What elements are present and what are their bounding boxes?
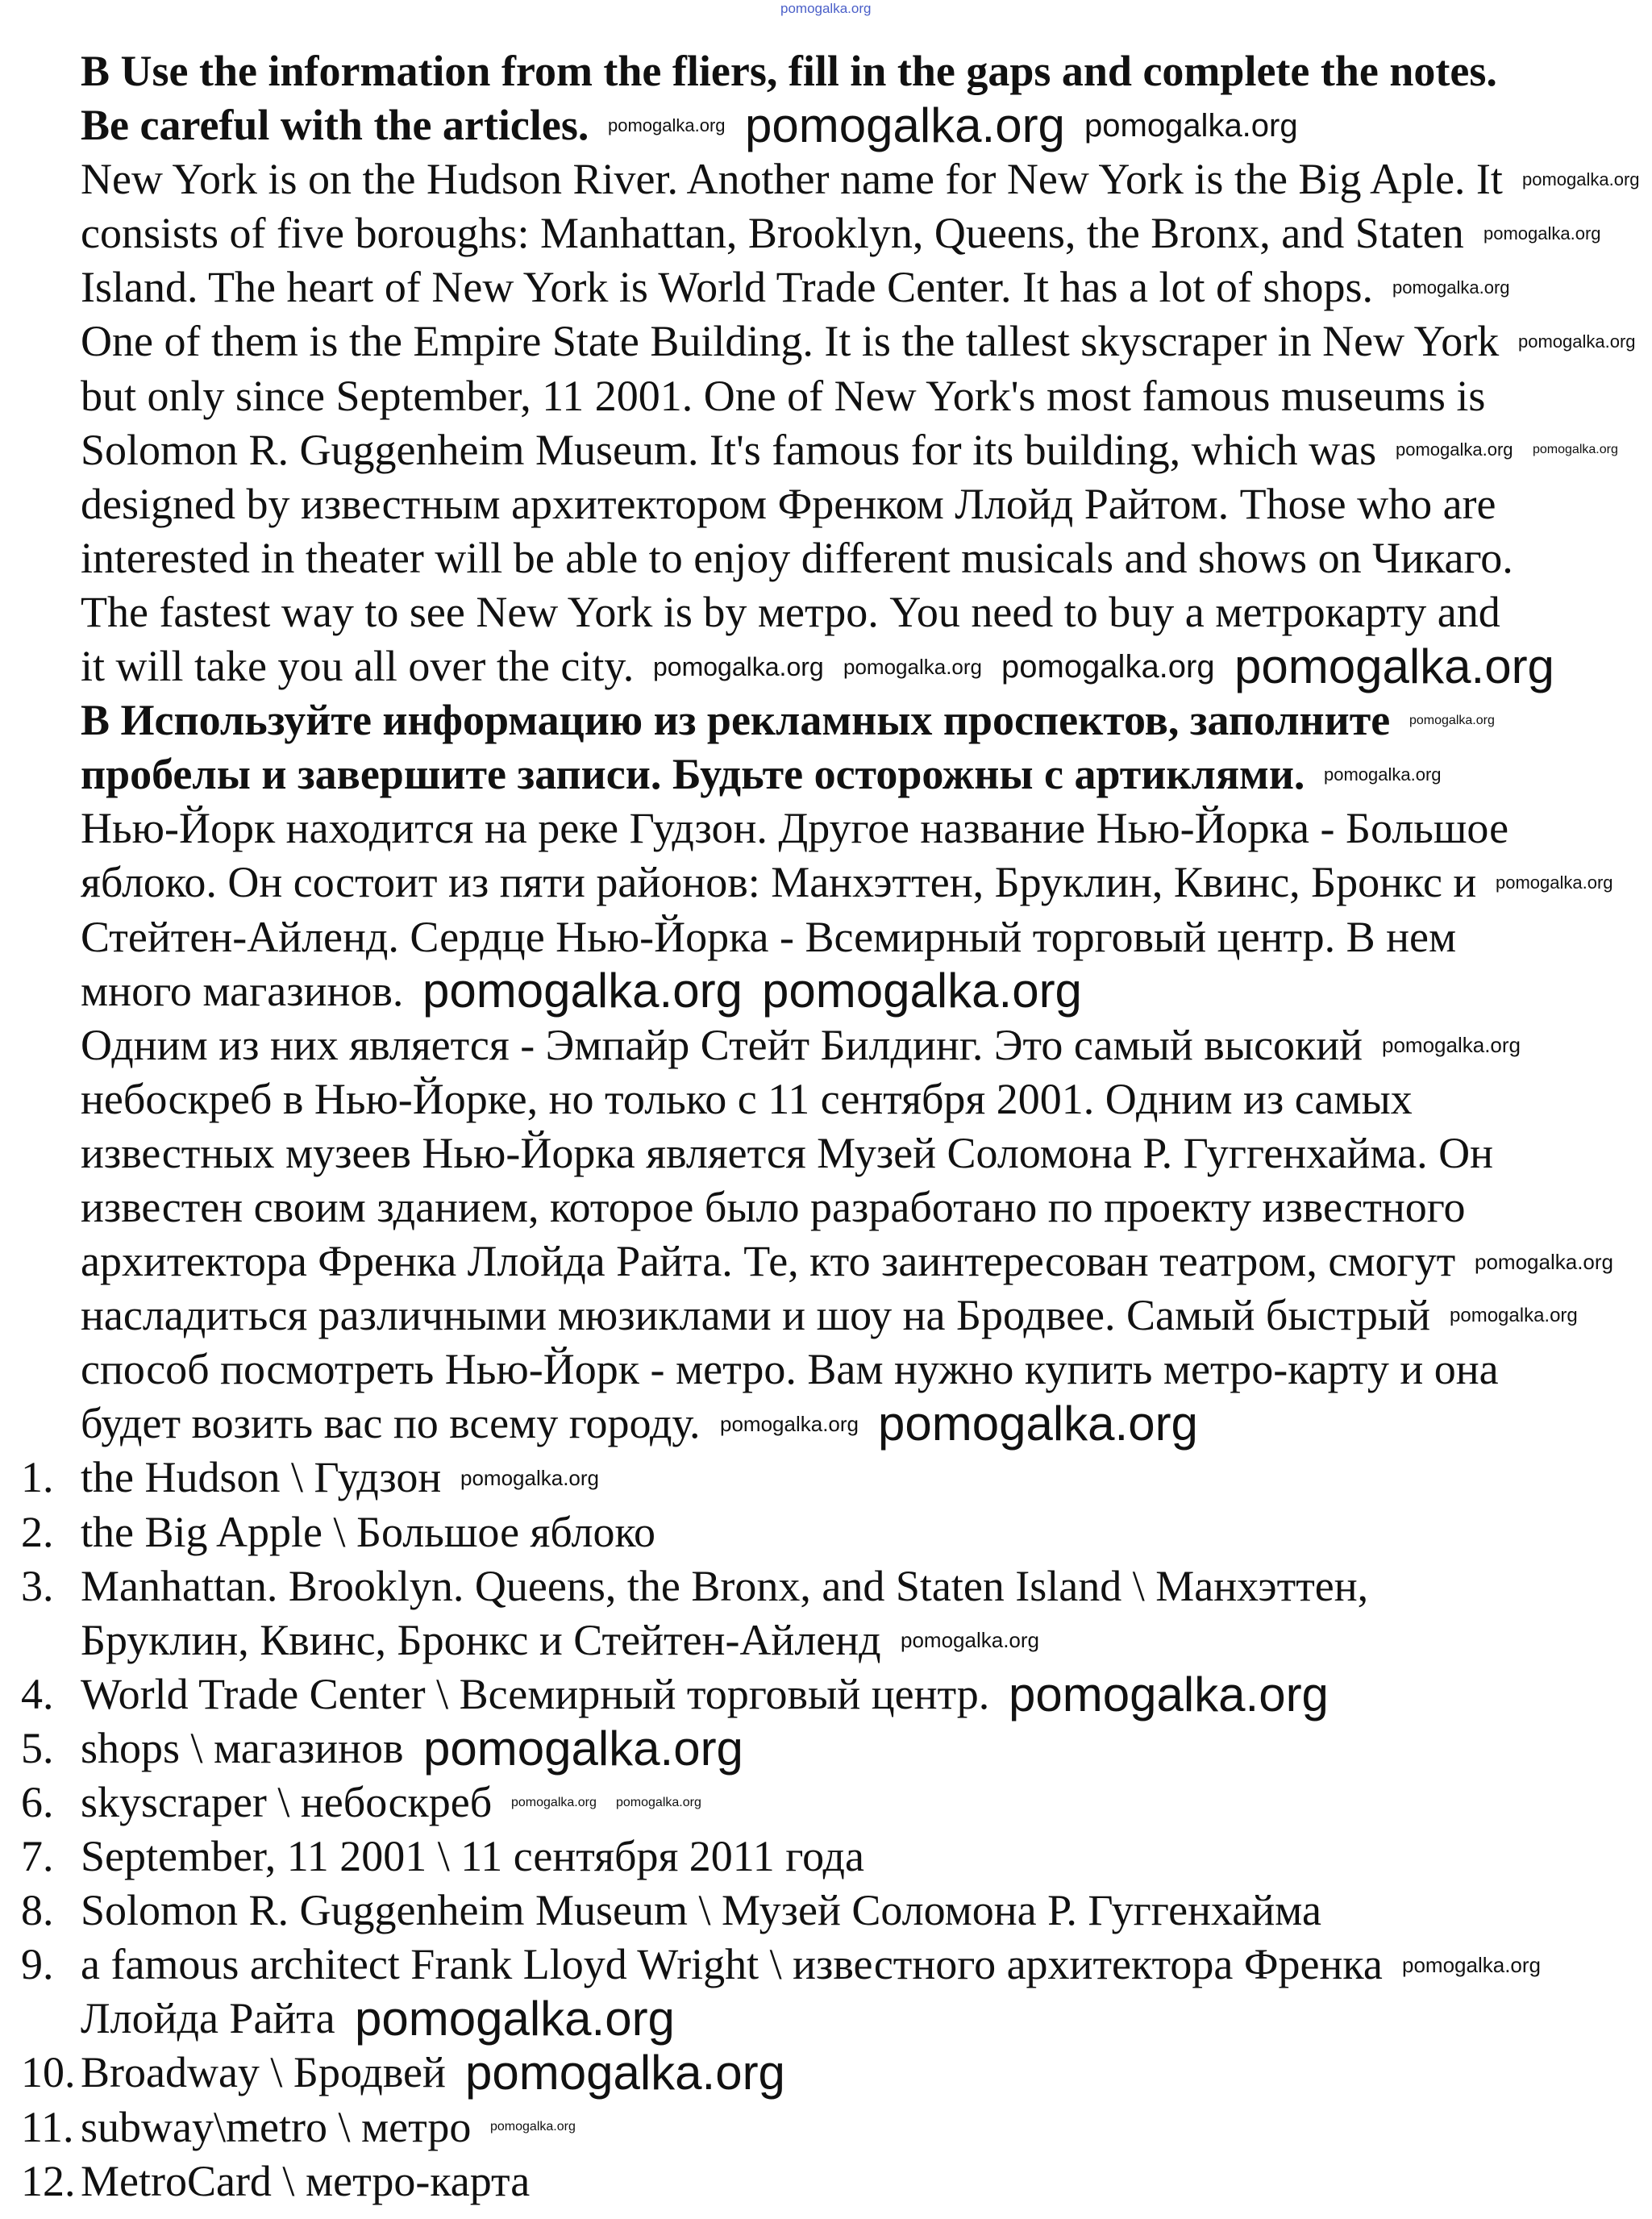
paragraph-line-en [0,369,1652,423]
line-text: Стейтен-Айленд. Сердце Нью-Йорка - Всемирный торговый центр. В нем [81,912,1457,961]
watermark: pomogalka.org [422,964,743,1018]
line-text: shops \ магазинов [81,1723,404,1772]
line-text: Island. The heart of New York is World Trade Center. It has a lot of shops. [81,263,1373,312]
watermark: pomogalka.org [1382,1033,1521,1057]
line-text: B Use the information from the fliers, fill in the gaps and complete the notes. [81,47,1497,95]
list-number: 6. [21,1778,54,1826]
watermark: pomogalka.org [1475,1250,1613,1274]
line-text: Ллойда Райта [81,1994,335,2043]
line-text: Solomon R. Guggenheim Museum \ Музей Соломона Р. Гуггенхайма [81,1886,1321,1935]
list-number: 8. [21,1886,54,1935]
watermark: pomogalka.org [1084,108,1298,144]
list-number: 9. [21,1940,54,1989]
line-text: designed by известным архитектором Френком Ллойд Райтом. Those who are [81,479,1496,528]
line-text: MetroCard \ метро-карта [81,2156,531,2205]
paragraph-line-en [0,585,1652,639]
answer-item [0,1505,1652,1559]
answer-item [0,1613,1652,1667]
paragraph-line-ru [0,1180,1652,1234]
line-text: Manhattan. Brooklyn. Queens, the Bronx, and Staten Island \ Манхэттен, [81,1561,1369,1610]
answer-item [0,2154,1652,2209]
line-text: One of them is the Empire State Building. It is the tallest skyscraper in New York [81,317,1500,366]
line-text: насладиться различными мюзиклами и шоу на Бродвее. Самый быстрый [81,1291,1430,1340]
list-number: 4. [21,1669,54,1718]
paragraph-line-ru [0,1343,1652,1397]
watermark: pomogalka.org [843,655,982,679]
line-text: New York is on the Hudson River. Another name for New York is the Big Aple. It [81,155,1503,204]
watermark: pomogalka.org [423,1721,743,1776]
watermark: pomogalka.org [460,1466,599,1490]
line-text: World Trade Center \ Всемирный торговый центр. [81,1669,990,1718]
line-text: skyscraper \ небоскреб [81,1778,493,1826]
line-text: будет возить вас по всему городу. [81,1399,701,1448]
line-text: the Big Apple \ Большое яблоко [81,1507,655,1556]
watermark: pomogalka.org [1402,1953,1541,1977]
answer-item [0,1992,1652,2046]
answer-item [0,1776,1652,1830]
line-text: subway\metro \ метро [81,2102,472,2151]
watermark: pomogalka.org [490,2120,576,2134]
list-number: 12. [21,2156,76,2205]
paragraph-line-ru [0,1234,1652,1289]
list-number: 3. [21,1561,54,1610]
line-text: Нью-Йорк находится на реке Гудзон. Другое название Нью-Йорка - Большое [81,804,1509,853]
answer-item [0,2046,1652,2100]
paragraph-line-en [0,314,1652,368]
watermark: pomogalka.org [1496,872,1613,893]
list-number: 1. [21,1453,54,1502]
watermark: pomogalka.org [465,2046,785,2100]
answer-item [0,2100,1652,2154]
watermark: pomogalka.org [762,964,1082,1018]
document-body [0,44,1652,2209]
list-number: 7. [21,1832,54,1881]
watermark: pomogalka.org [901,1628,1039,1652]
watermark: pomogalka.org [878,1397,1198,1451]
answer-item [0,1721,1652,1776]
line-text: interested in theater will be able to enjoy different musicals and shows on Чикаго. [81,533,1513,582]
paragraph-line-en [0,152,1652,206]
line-text: Broadway \ Бродвей [81,2048,446,2097]
task-heading-ru [0,693,1652,747]
paragraph-line-ru [0,1126,1652,1180]
line-text: известных музеев Нью-Йорка является Музей Соломона Р. Гуггенхайма. Он [81,1128,1494,1177]
watermark: pomogalka.org [780,1,872,16]
watermark: pomogalka.org [1533,443,1618,456]
list-number: 5. [21,1723,54,1772]
watermark: pomogalka.org [1518,331,1636,352]
watermark: pomogalka.org [1001,649,1215,685]
list-number: 10. [21,2048,76,2097]
paragraph-line-en [0,206,1652,260]
list-number: 11. [21,2102,74,2151]
answer-item [0,1451,1652,1505]
watermark: pomogalka.org [608,115,726,135]
paragraph-line-ru [0,1289,1652,1343]
watermark: pomogalka.org [1009,1667,1329,1721]
line-text: В Используйте информацию из рекламных проспектов, заполните [81,696,1391,745]
line-text: Be careful with the articles. [81,101,589,150]
watermark: pomogalka.org [1483,223,1601,244]
list-number: 2. [21,1507,54,1556]
answer-item [0,1884,1652,1938]
watermark: pomogalka.org [1392,277,1510,298]
line-text: but only since September, 11 2001. One of New York's most famous museums is [81,371,1486,420]
watermark: pomogalka.org [653,652,824,681]
watermark: pomogalka.org [745,98,1065,152]
line-text: пробелы и завершите записи. Будьте осторожны с артиклями. [81,750,1305,799]
line-text: The fastest way to see New York is by метро. You need to buy a метрокарту and [81,587,1500,636]
task-heading-en [0,44,1652,98]
paragraph-line-ru [0,910,1652,964]
watermark: pomogalka.org [1396,439,1513,460]
watermark: pomogalka.org [616,1796,701,1809]
line-text: consists of five boroughs: Manhattan, Brooklyn, Queens, the Bronx, and Staten [81,209,1464,258]
line-text: небоскреб в Нью-Йорке, но только с 11 сентября 2001. Одним из самых [81,1074,1413,1123]
line-text: Одним из них является - Эмпайр Стейт Билдинг. Это самый высокий [81,1020,1363,1069]
watermark: pomogalka.org [1409,714,1495,727]
answer-item [0,1559,1652,1613]
line-text: September, 11 2001 \ 11 сентября 2011 года [81,1832,864,1881]
watermark: pomogalka.org [720,1412,859,1436]
paragraph-line-ru [0,856,1652,910]
line-text: the Hudson \ Гудзон [81,1453,442,1502]
line-text: яблоко. Он состоит из пяти районов: Манхэттен, Бруклин, Квинс, Бронкс и [81,858,1477,907]
line-text: известен своим зданием, которое было разработано по проекту известного [81,1182,1466,1231]
answer-item [0,1667,1652,1721]
paragraph-line-ru [0,801,1652,856]
line-text: способ посмотреть Нью-Йорк - метро. Вам нужно купить метро-карту и она [81,1345,1499,1394]
watermark: pomogalka.org [355,1992,675,2046]
paragraph-line-en [0,477,1652,531]
line-text: it will take you all over the city. [81,642,635,691]
line-text: архитектора Френка Ллойда Райта. Те, кто заинтересован театром, смогут [81,1237,1456,1286]
watermark: pomogalka.org [511,1796,597,1809]
watermark: pomogalka.org [1522,169,1640,189]
line-text: много магазинов. [81,966,404,1015]
watermark: pomogalka.org [1324,764,1442,785]
line-text: a famous architect Frank Lloyd Wright \ известного архитектора Френка [81,1940,1383,1989]
answer-item [0,1830,1652,1884]
paragraph-line-ru [0,1072,1652,1126]
line-text: Бруклин, Квинс, Бронкс и Стейтен-Айленд [81,1615,881,1664]
watermark: pomogalka.org [1450,1305,1578,1326]
watermark: pomogalka.org [1234,639,1554,693]
paragraph-line-en [0,531,1652,585]
line-text: Solomon R. Guggenheim Museum. It's famous for its building, which was [81,425,1377,474]
